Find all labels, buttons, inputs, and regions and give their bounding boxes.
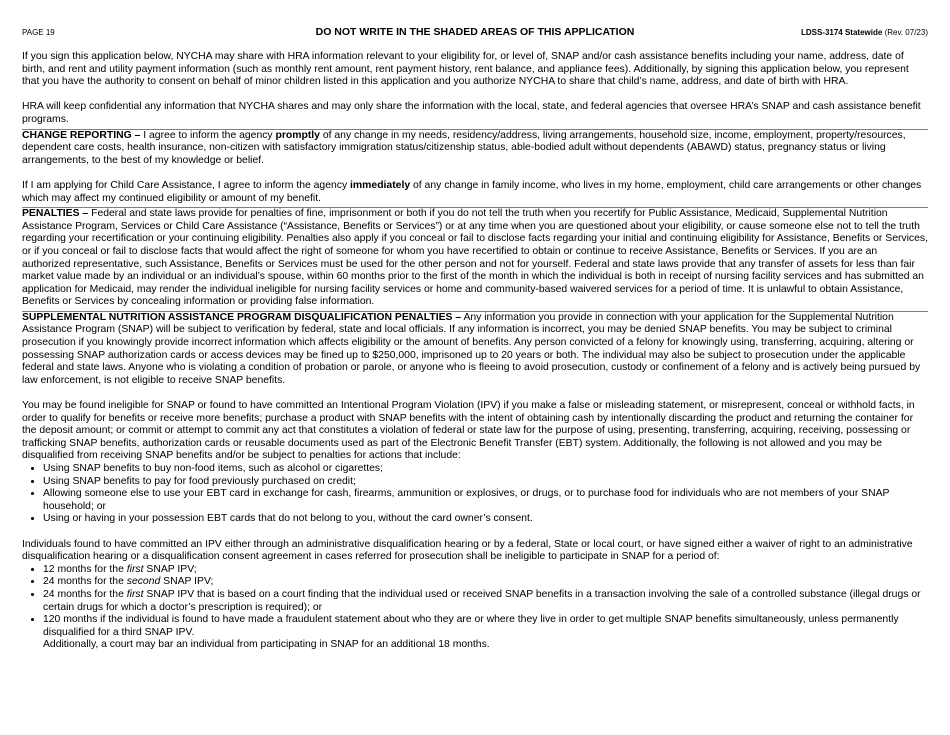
penalties-paragraph: PENALTIES – Federal and state laws provide for penalties of fine, imprisonment or both if you do not tell the truth when you recertify for Public Assistance, Medicaid, Supplemental Nutrition Assistance Program, Services or Child Care Assistance (“Assistance, Benefits or Services”) or at any time when you are questioned about your eligibility, or cause someone else not to tell the truth regarding your recertification or your continuing eligibility. Penalties also apply if you conceal or fail to disclose facts regarding your initial and continuing eligibility for Assistance, Benefits or Services, or if you conceal or fail to disclose facts that would affect the right of someone for whom you have recertified to obtain or continue to receive Assistance, Benefits or Services. If you are an authorized representative, such Assistance, Benefits or Services must be used for the other person and not for yourself. Federal and state laws provide that any transfer of assets for less than fair market value made by an individual or an individual’s spouse, within 60 months prior to the first of the month in which the individual is both in receipt of nursing facility services and has submitted an application for Medicaid, may render the individual ineligible for nursing facility services or home and community-based waivered services for a period of time. It is unlawful to obtain Assistance, Benefits or Services by concealing information or providing false information.: [22, 208, 928, 308]
list-item: • Using SNAP benefits to buy non-food items, such as alcohol or cigarettes;: [43, 463, 928, 476]
change-reporting-paragraph: CHANGE REPORTING – I agree to inform the agency promptly of any change in my needs, residency/address, living arrangements, household size, income, employment, property/resources, dependent care costs, health insurance, non-citizen with satisfactory immigration status/citizenship status, able-bodied adult without dependents (ABAWD) status, pregnancy status or living arrangements, to the best of my knowledge or belief.: [22, 129, 906, 166]
form-revision: (Rev. 07/23): [884, 28, 928, 37]
page-number: PAGE 19: [22, 28, 55, 37]
list-item: • Using or having in your possession EBT cards that do not belong to you, without the card owner’s consent.: [43, 513, 928, 526]
list-item: • 12 months for the first SNAP IPV;: [43, 564, 928, 577]
list-item: • 24 months for the first SNAP IPV that is based on a court finding that the individual used or received SNAP benefits in a transaction involving the sale of a controlled substance (illegal drugs or certain drugs for which a doctor’s prescription is required); or: [43, 589, 928, 614]
prohibited-actions-list: [22, 463, 928, 526]
list-item: • 120 months if the individual is found to have made a fraudulent statement about who they are or where they live in order to get multiple SNAP benefits simultaneously, unless permanently disqualified for a third SNAP IPV.: [43, 614, 928, 639]
court-bar-note: Additionally, a court may bar an individual from participating in SNAP for an additional 18 months.: [43, 639, 490, 651]
page-content: [22, 51, 928, 652]
snap-penalties-section: [22, 312, 928, 652]
change-reporting-section: [22, 130, 928, 206]
list-item: • Allowing someone else to use your EBT card in exchange for cash, firearms, ammunition or explosives, or drugs, or to purchase food for individuals who are not members of your SNAP household; or: [43, 488, 928, 513]
list-item: • 24 months for the second SNAP IPV;: [43, 576, 928, 589]
form-id: LDSS-3174 Statewide: [800, 28, 883, 37]
penalties-heading: PENALTIES –: [22, 208, 89, 220]
nycha-consent-paragraph: If you sign this application below, NYCHA may share with HRA information relevant to your eligibility for, or level of, SNAP and/or cash assistance benefits including your name, address, date of birth, and rent and utility payment information (such as monthly rent amount, rent payment history, rent balance, and appliance fees). Additionally, by signing this application below, you represent that you have the authority to consent on behalf of minor children listed in this application and you authorize NYCHA to share that child’s name, address, and date of birth with HRA.: [22, 51, 909, 88]
nycha-consent-section: [22, 51, 928, 127]
disqualification-period-paragraph: Individuals found to have committed an IPV either through an administrative disqualification hearing or by a federal, State or local court, or have signed either a waiver of right to an administrative disqualification hearing or a disqualification consent agreement in cases referred for prosecution shall be ineligible to participate in SNAP for a period of:: [22, 538, 913, 563]
disqualification-periods-list: [22, 564, 928, 640]
ipv-paragraph: You may be found ineligible for SNAP or found to have committed an Intentional Program Violation (IPV) if you make a false or misleading statement, or misrepresent, conceal or withhold facts, in order to qualify for benefits or receive more benefits; purchase a product with SNAP benefits with the intent of obtaining cash by intentionally discarding the product and returning the container for the deposit amount; or commit or attempt to commit any act that constitutes a violation of federal or state law for the purpose of using, presenting, transferring, acquiring, receiving, possessing or trafficking SNAP benefits, authorization cards or reusable documents used as part of the Electronic Benefit Transfer (EBT) system. Additionally, the following is not allowed and you may be disqualified from receiving SNAP benefits and/or be subject to penalties for actions that include:: [22, 400, 915, 462]
snap-penalties-heading: SUPPLEMENTAL NUTRITION ASSISTANCE PROGRAM DISQUALIFICATION PENALTIES –: [22, 311, 462, 323]
change-reporting-heading: CHANGE REPORTING –: [22, 129, 141, 141]
child-care-paragraph: If I am applying for Child Care Assistance, I agree to inform the agency immediately of any change in family income, who lives in my home, employment, child care arrangements or other changes which may affect my continued eligibility or amount of my benefit.: [22, 179, 922, 204]
penalties-section: [22, 208, 928, 309]
page-header: [22, 26, 928, 40]
hra-confidentiality-paragraph: HRA will keep confidential any information that NYCHA shares and may only share the information with the local, state, and federal agencies that oversee HRA’s SNAP and cash assistance benefit programs.: [22, 101, 921, 125]
form-identifier: [801, 28, 928, 37]
snap-verification-paragraph: SUPPLEMENTAL NUTRITION ASSISTANCE PROGRAM DISQUALIFICATION PENALTIES – Any information you provide in connection with your application for the Supplemental Nutrition Assistance Program (SNAP) will be subject to verification by federal, state and local officials. If any information is incorrect, you may be denied SNAP benefits. You may be subject to criminal prosecution if you knowingly provide incorrect information which affects eligibility or the amount of benefits. Any person convicted of a felony for knowingly using, transferring, acquiring, altering or possessing SNAP authorization cards or access devices may be fined up to $250,000, imprisoned up to 20 years or both. The individual may also be subject to prosecution under the applicable federal and state laws. Anyone who is violating a condition of probation or parole, or anyone who is fleeing to avoid prosecution, custody or confinement of a felony and is actively being pursued by law enforcement, is not eligible to receive SNAP benefits.: [22, 311, 921, 386]
list-item: • Using SNAP benefits to pay for food previously purchased on credit;: [43, 476, 928, 489]
page-title: DO NOT WRITE IN THE SHADED AREAS OF THIS APPLICATION: [315, 26, 635, 38]
